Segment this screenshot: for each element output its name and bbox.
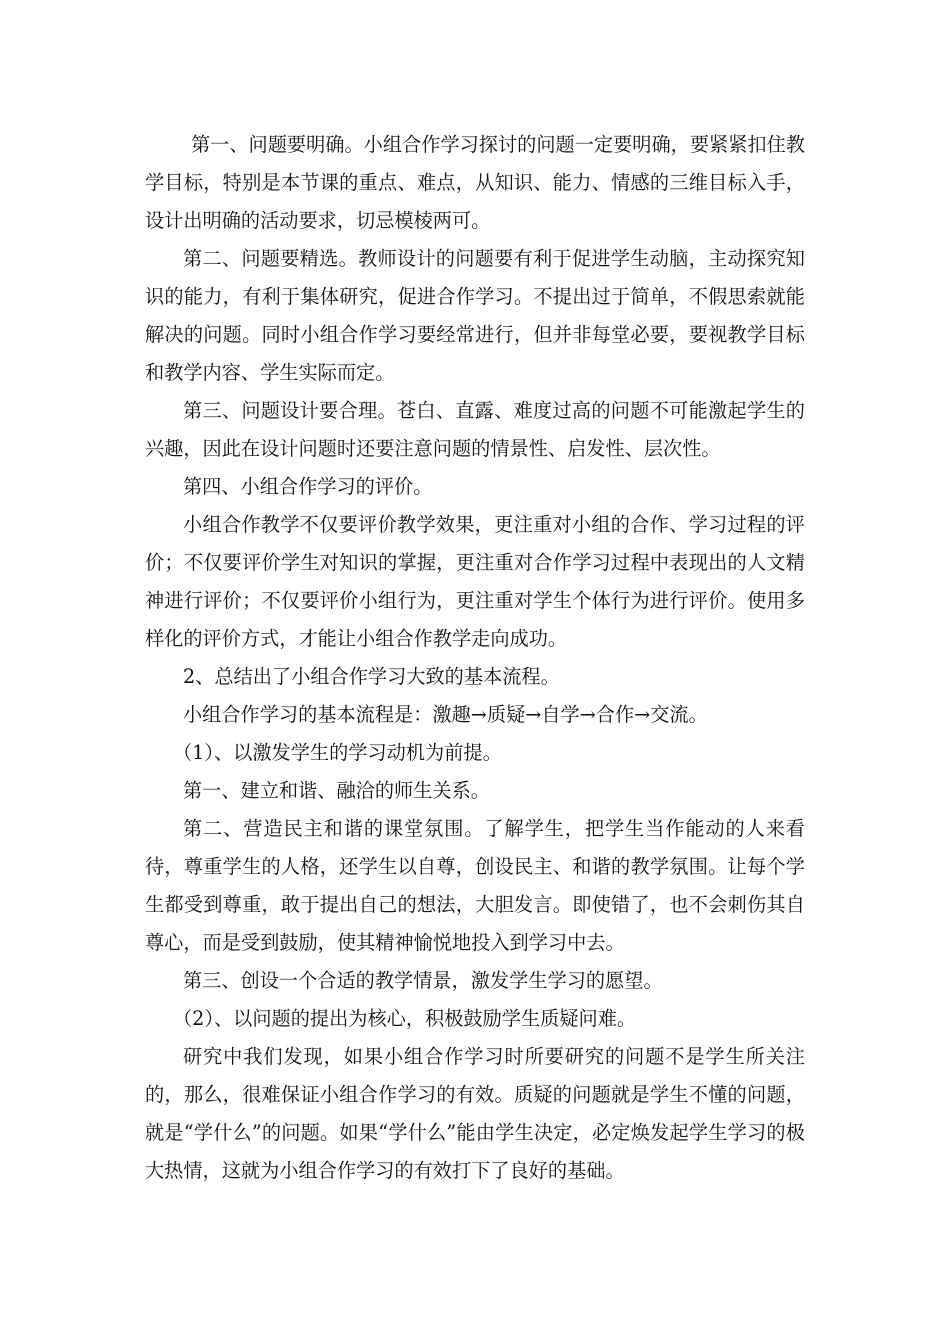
paragraph-questioning-heading: （2）、以问题的提出为核心，积极鼓励学生质疑问难。 [173, 1007, 637, 1030]
paragraph-process-flow: 小组合作学习的基本流程是：激趣→质疑→自学→合作→交流。 [183, 703, 708, 726]
paragraph-atmosphere: 第二、营造民主和谐的课堂氛围。了解学生，把学生当作能动的人来看待，尊重学生的人格，还学生以自尊，创设民主、和谐的教学氛围。让每个学生都受到尊重，敢于提出自己的想法，大胆发言。即使错了，也不会刺伤其自尊心，而是受到鼓励，使其精神愉悦地投入到学习中去。 [145, 817, 805, 954]
document-page [145, 126, 805, 1190]
paragraph-motivation-heading: （1）、以激发学生的学习动机为前提。 [173, 741, 502, 764]
paragraph-relationship: 第一、建立和谐、融洽的师生关系。 [183, 779, 490, 802]
paragraph-process-heading: 2、总结出了小组合作学习大致的基本流程。 [183, 665, 560, 688]
paragraph-problem-clear: 第一、问题要明确。小组合作学习探讨的问题一定要明确，要紧紧扣住教学目标，特别是本节课的重点、难点，从知识、能力、情感的三维目标入手，设计出明确的活动要求，切忌模棱两可。 [145, 133, 805, 232]
paragraph-situation: 第三、创设一个合适的教学情景，激发学生学习的愿望。 [183, 969, 663, 992]
paragraph-evaluation-body: 小组合作教学不仅要评价教学效果，更注重对小组的合作、学习过程的评价；不仅要评价学生对知识的掌握，更注重对合作学习过程中表现出的人文精神进行评价；不仅要评价小组行为，更注重对学生个体行为进行评价。使用多样化的评价方式，才能让小组合作教学走向成功。 [145, 513, 805, 650]
paragraph-research-findings: 研究中我们发现，如果小组合作学习时所要研究的问题不是学生所关注的，那么，很难保证小组合作学习的有效。质疑的问题就是学生不懂的问题，就是“学什么”的问题。如果“学什么”能由学生决定，必定焕发起学生学习的极大热情，这就为小组合作学习的有效打下了良好的基础。 [145, 1045, 805, 1182]
paragraph-problem-selected: 第二、问题要精选。教师设计的问题要有利于促进学生动脑，主动探究知识的能力，有利于集体研究，促进合作学习。不提出过于简单，不假思索就能解决的问题。同时小组合作学习要经常进行，但并非每堂必要，要视教学目标和教学内容、学生实际而定。 [145, 247, 805, 384]
paragraph-evaluation-heading: 第四、小组合作学习的评价。 [183, 475, 433, 498]
paragraph-problem-reasonable: 第三、问题设计要合理。苍白、直露、难度过高的问题不可能激起学生的兴趣，因此在设计问题时还要注意问题的情景性、启发性、层次性。 [145, 399, 805, 460]
